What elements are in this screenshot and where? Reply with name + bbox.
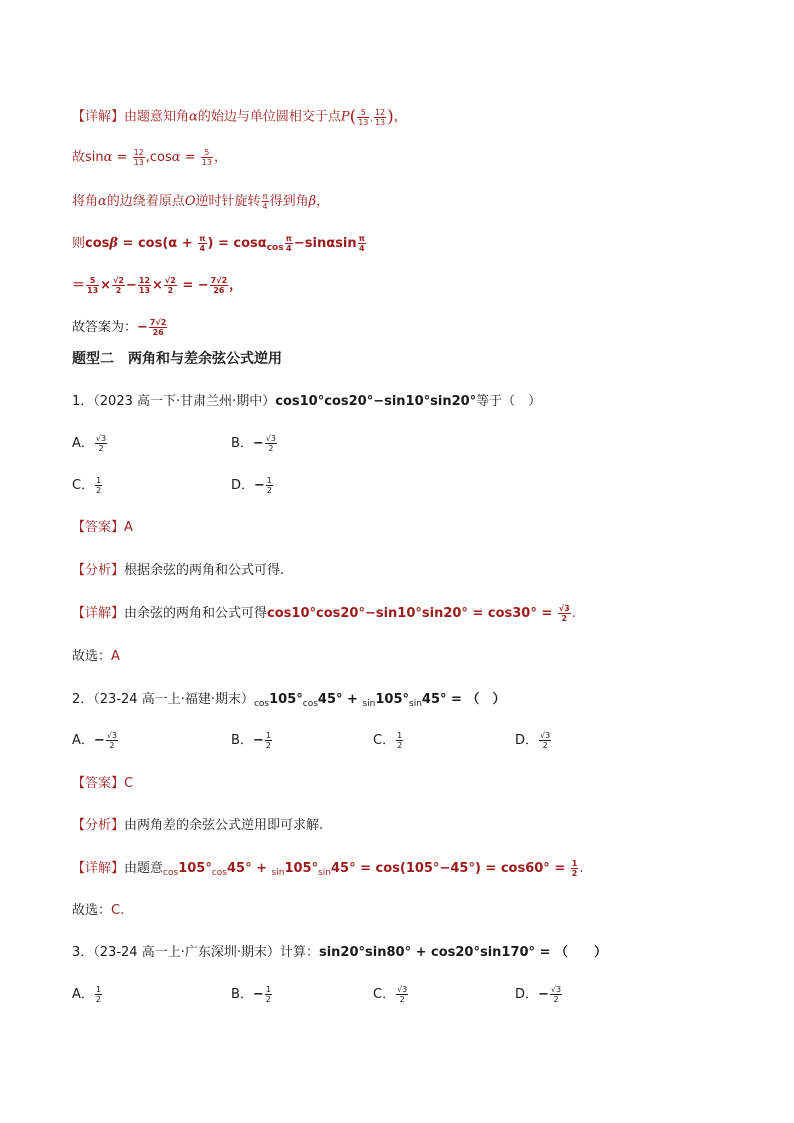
sin-small: sin [409, 699, 422, 709]
fraction: $\frac{12}{13}$ [138, 276, 151, 295]
q1-option-d[interactable] [231, 476, 274, 496]
q2-answer [72, 774, 133, 794]
cos-label: ,cos [145, 150, 172, 165]
q1-option-b[interactable] [231, 434, 278, 454]
q1-answer [72, 518, 133, 538]
cos-small: cos [211, 868, 227, 878]
fraction: $\frac{1}{2}$ [397, 731, 403, 750]
option-label: D． [515, 733, 539, 748]
cos-label: cos [85, 236, 110, 251]
option-label: A． [72, 987, 94, 1002]
expr: ) = cosα [207, 236, 267, 251]
fraction: $\frac{√2}{2}$ [113, 276, 124, 295]
analysis-tag: 【分析】 [72, 818, 125, 833]
sign: − [252, 987, 264, 1002]
fraction: $\frac{√3}{2}$ [265, 434, 277, 453]
question-source: （23-24 高一上·广东深圳·期末） [93, 945, 280, 960]
option-label: D． [515, 987, 539, 1002]
question-source: （2023 高一下·甘肃兰州·期中） [93, 394, 276, 409]
q3-option-d[interactable] [515, 985, 563, 1005]
choice-value: C. [111, 903, 125, 918]
question-number: 3． [72, 945, 94, 960]
sin-small: sin [362, 699, 376, 709]
tail-punct: . [571, 606, 576, 621]
option-label: A． [72, 436, 94, 451]
fraction-y: $\frac{12}{13}$ [374, 107, 386, 127]
q3-option-c[interactable] [373, 985, 409, 1005]
choice-lead: 故选： [72, 649, 112, 664]
q1-analysis [72, 561, 284, 581]
option-label: A． [72, 733, 94, 748]
paren-close: ) [387, 107, 394, 127]
fraction: $\frac{√3}{2}$ [397, 985, 408, 1004]
text: 得到角 [269, 194, 309, 209]
equals: = [180, 150, 200, 165]
angle: 105° [178, 861, 212, 876]
question-number: 2． [72, 692, 94, 707]
sin-small: sin [271, 868, 285, 878]
tail-punct: . [579, 861, 584, 876]
option-label: B． [231, 987, 253, 1002]
question-1 [72, 392, 541, 412]
expr: −sinαsin [293, 236, 357, 251]
paren-open: ( [349, 107, 357, 127]
q1-option-c[interactable] [72, 476, 103, 496]
detail-text: 由余弦的两角和公式可得 [124, 606, 268, 621]
lead-text: 则 [72, 236, 86, 251]
question-expr: cos10°cos20°−sin10°sin20° [275, 394, 477, 409]
fraction: $\frac{1}{2}$ [265, 985, 271, 1004]
cos-small: cos [302, 699, 318, 709]
cos-small: cos [253, 699, 270, 709]
fraction: $\frac{√3}{2}$ [550, 985, 562, 1004]
q1-choice [72, 647, 120, 667]
choice-lead: 故选： [72, 903, 112, 918]
fraction: $\frac{7√2}{26}$ [149, 318, 167, 337]
times: × [152, 278, 163, 293]
fraction: $\frac{√2}{2}$ [164, 276, 176, 295]
analysis-text: 根据余弦的两角和公式可得. [124, 563, 285, 578]
question-expr: sin20°sin80° + cos20°sin170° = （ ） [318, 945, 608, 960]
fraction: $\frac{1}{2}$ [95, 985, 101, 1004]
angle: 45° = （ ） [421, 692, 506, 707]
fraction-x: $\frac{5}{13}$ [358, 107, 369, 127]
question-number: 1． [72, 394, 94, 409]
minus: − [137, 320, 148, 335]
q2-option-c[interactable] [373, 731, 404, 751]
cos-small: cos [163, 868, 179, 878]
expr: = cos(α + [118, 236, 198, 251]
minus: − [125, 278, 137, 293]
q2-detail [72, 859, 583, 883]
fraction: $\frac{√3}{2}$ [106, 731, 117, 750]
fraction-pi-4: $\frac{\pi}{4}$ [262, 192, 268, 211]
fraction: $\frac{√3}{2}$ [95, 434, 107, 453]
fraction: $\frac{1}{2}$ [96, 476, 102, 495]
angle: 45° + [317, 692, 363, 707]
detail-text: 由题意 [124, 861, 164, 876]
q2-analysis [72, 816, 323, 836]
sin-label: sin [85, 150, 104, 165]
tail-punct: ， [393, 109, 407, 125]
tail-punct: ， [316, 194, 330, 209]
lead-text: 故 [72, 150, 86, 165]
q3-option-a[interactable] [72, 985, 103, 1005]
sign: − [538, 987, 549, 1002]
q2-choice [72, 901, 124, 921]
analysis-tag: 【分析】 [72, 563, 125, 578]
tail-punct: ， [229, 278, 243, 293]
fraction: $\frac{1}{2}$ [266, 476, 273, 495]
fraction: $\frac{12}{13}$ [133, 148, 144, 167]
equals: = − [177, 278, 209, 293]
question-3 [72, 943, 607, 963]
fraction: $\frac{1}{2}$ [571, 859, 578, 878]
fraction: $\frac{√3}{2}$ [558, 604, 570, 623]
option-label: B． [231, 436, 253, 451]
option-label: C． [373, 733, 396, 748]
answer-line-1 [72, 318, 168, 338]
detail-text: 的始边与单位圆相交于点 [197, 109, 341, 125]
detail-tag: 【详解】 [72, 861, 125, 876]
angle: 105° [375, 692, 410, 707]
sign: − [252, 436, 264, 451]
rotation-line [72, 192, 329, 212]
text: 的边绕着原点 [106, 194, 185, 209]
analysis-text: 由两角差的余弦公式逆用即可求解. [124, 818, 324, 833]
detail-text: 由题意知角 [124, 109, 190, 125]
option-label: C． [72, 478, 95, 493]
times: × [100, 278, 112, 293]
fraction-pi-4: $\frac{\pi}{4}$ [358, 234, 365, 253]
q1-detail [72, 604, 576, 624]
sin-small: sin [318, 868, 331, 878]
detail-expr: cos10°cos20°−sin10°sin20° = cos30° = [267, 606, 557, 621]
fraction: $\frac{√3}{2}$ [540, 731, 551, 750]
detail-expr: 45° = cos(105°−45°) = cos60° = [330, 861, 570, 876]
equals: ＝ [72, 278, 86, 293]
compute-line [72, 276, 242, 296]
text: 将角 [72, 194, 99, 209]
fraction: $\frac{7√2}{26}$ [210, 276, 228, 295]
text: 逆时针旋转 [195, 194, 261, 209]
sign: − [252, 733, 264, 748]
q3-option-b[interactable] [231, 985, 273, 1005]
alpha-symbol: α [98, 194, 107, 209]
fraction-pi-4: $\frac{\pi}{4}$ [199, 234, 206, 253]
answer-value: A [124, 520, 133, 535]
detail-tag: 【详解】 [72, 606, 125, 621]
alpha-symbol: α [103, 150, 113, 165]
fraction: $\frac{5}{13}$ [201, 148, 212, 167]
detail-tag: 【详解】 [72, 109, 125, 125]
choice-value: A [111, 649, 120, 664]
question-source: （23-24 高一上·福建·期末） [93, 692, 254, 707]
angle: 105° [269, 692, 303, 707]
option-label: B． [231, 733, 253, 748]
alpha-symbol: α [189, 109, 198, 125]
cos-beta-line [72, 234, 367, 258]
fraction: $\frac{1}{2}$ [265, 731, 271, 750]
q2-option-a[interactable] [72, 731, 119, 751]
sign: − [254, 478, 265, 493]
angle: 45° + [226, 861, 272, 876]
answer-value: C [124, 776, 134, 791]
tail-punct: ， [213, 150, 227, 165]
equals: = [112, 150, 132, 165]
formula-line-2 [72, 148, 227, 168]
question-2 [72, 690, 505, 714]
beta-symbol: β [109, 236, 119, 251]
question-lead: 计算： [279, 945, 319, 960]
answer-label: 故答案为： [72, 320, 138, 335]
answer-tag: 【答案】 [72, 776, 125, 791]
detail-line-1 [72, 107, 407, 129]
origin-o: O [184, 194, 196, 209]
comma: , [370, 113, 373, 123]
option-label: D． [231, 478, 255, 493]
answer-tag: 【答案】 [72, 520, 125, 535]
q2-option-d[interactable] [515, 731, 552, 751]
angle: 105° [284, 861, 319, 876]
question-tail: 等于（ ） [476, 394, 542, 409]
q1-option-a[interactable] [72, 434, 108, 454]
cos-small: cos [266, 243, 284, 253]
point-p: P [340, 109, 350, 125]
q2-option-b[interactable] [231, 731, 273, 751]
fraction: $\frac{5}{13}$ [87, 276, 99, 295]
fraction-pi-4: $\frac{\pi}{4}$ [285, 234, 292, 253]
option-label: C． [373, 987, 396, 1002]
section-heading: 题型二 两角和与差余弦公式逆用 [72, 351, 282, 367]
alpha-symbol: α [171, 150, 181, 165]
beta-symbol: β [308, 194, 317, 209]
sign: − [93, 733, 105, 748]
